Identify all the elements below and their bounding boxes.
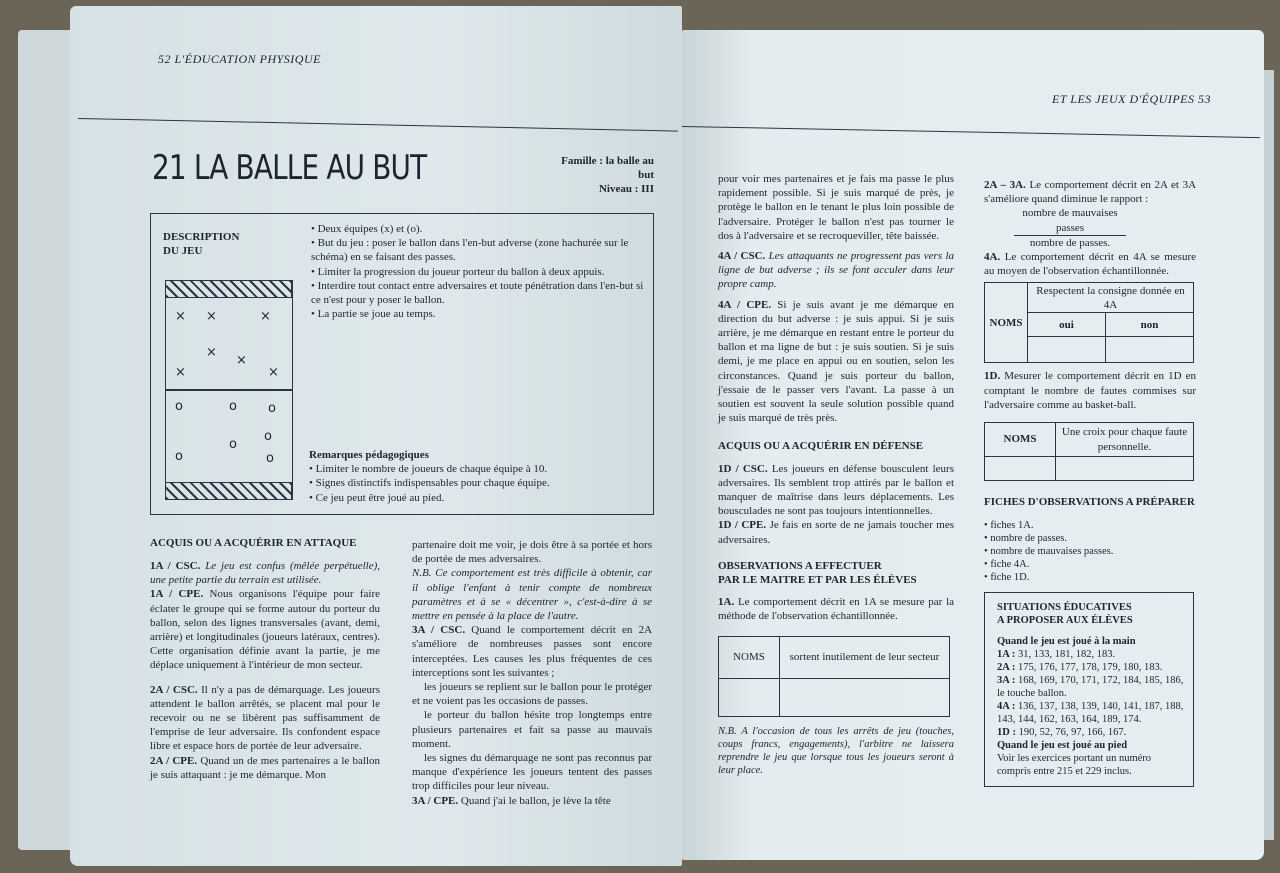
paragraph: partenaire doit me voir, je dois être à sa portée et hors de portée de mes adversaires. — [412, 539, 652, 566]
situation-code: 4A : — [997, 701, 1016, 713]
situation-code: 1A : — [997, 649, 1016, 661]
situation-text: 175, 176, 177, 178, 179, 180, 183. — [1018, 662, 1163, 674]
end-zone-bottom — [165, 482, 292, 500]
code-obs-1a: 1A. — [718, 596, 735, 609]
game-title: 21 LA BALLE AU BUT — [152, 148, 427, 188]
player-o: o — [175, 449, 183, 464]
text-4a-cpe: Si je suis avant je me démarque en direction du but adverse : je suis appui. Si je suis arrière, je me démarque en restant entre le porteur du ballon et ma ligne de but : je suis soutien. Si je suis demi, je me place en appui ou en soutien, selon les circonstances. Quand je suis porteur du ballon, j'essaie de le passer vers l'avant. La passe à un soutien est souvent la seule solution possible quand je suis marqué de très près. — [718, 298, 954, 425]
code-3a-csc: 3A / CSC. — [412, 624, 466, 637]
paragraph-3a-cpe — [412, 794, 652, 808]
paragraph-nb: N.B. Ce comportement est très difficile à obtenir, car il oblige l'enfant à tenir compte de nombreux paramètres et à se « décentrer », c'est-à-dire à se mettre en pensée à la place de l'autre. — [412, 567, 652, 623]
text-1a-cpe: Nous organisons l'équipe pour faire éclater le groupe qui se forme autour du porteur du ballon, selon des lignes transversales (avant, demi, arrière) et longitudinales (joueurs latéraux, centres). Cette organisation définie avant la partie, je me déplace uniquement à l'intérieur de mon secteur. — [150, 588, 381, 672]
code-1d: 1D. — [984, 370, 1001, 383]
table-cell — [1105, 337, 1193, 363]
code-1d-csc: 1D / CSC. — [718, 462, 768, 475]
desc-item: • La partie se joue au temps. — [311, 307, 649, 321]
player-x: × — [236, 353, 247, 368]
situation-code: 1D : — [997, 727, 1016, 739]
code-1d-cpe: 1D / CPE. — [718, 519, 767, 532]
paragraph: les signes du démarquage ne sont pas reconnus par manque d'expérience les joueurs tentent des passes trop difficiles pour leur niveau. — [412, 752, 652, 793]
remarque-item: • Limiter le nombre de joueurs de chaque équipe à 10. — [309, 462, 649, 476]
left-column-2 — [412, 538, 652, 808]
left-column-1 — [150, 559, 380, 782]
description-box — [150, 213, 654, 515]
table-cell — [985, 457, 1056, 481]
observations-heading-2: PAR LE MAITRE ET PAR LES ÉLÈVES — [718, 574, 917, 587]
text-obs-1a: Le comportement décrit en 1A se mesure par la méthode de l'observation échantillonnée. — [718, 596, 955, 623]
text-2a-3a: Le comportement décrit en 2A et 3A s'améliore quand diminue le rapport : — [984, 179, 1197, 206]
situation-text: 31, 133, 181, 182, 183. — [1018, 649, 1116, 661]
table-cell: Une croix pour chaque faute personnelle. — [1056, 423, 1194, 457]
left-page — [70, 6, 682, 866]
code-2a-csc: 2A / CSC. — [150, 683, 198, 696]
field-diagram — [165, 280, 293, 500]
main-label: Quand le jeu est joué à la main — [997, 636, 1136, 648]
table-cell: sortent inutilement de leur secteur — [780, 636, 950, 678]
player-x: × — [175, 365, 186, 380]
desc-item: • Deux équipes (x) et (o). — [311, 222, 649, 236]
paragraph-1a-csc — [150, 559, 380, 587]
player-x: × — [260, 309, 271, 324]
description-label-1: DESCRIPTION — [163, 231, 240, 243]
paragraph-2a-csc — [150, 683, 380, 754]
remarque-item: • Signes distinctifs indispensables pour chaque équipe. — [309, 476, 649, 490]
situation-text: 136, 137, 138, 139, 140, 141, 187, 188, 143, 144, 162, 163, 164, 189, 174. — [997, 701, 1184, 726]
famille-niveau — [552, 154, 654, 197]
player-x: × — [206, 345, 217, 360]
fiche-item: • nombre de passes. — [984, 532, 1196, 545]
situation-row — [997, 700, 1185, 726]
code-1a-cpe: 1A / CPE. — [150, 588, 204, 601]
fiche-item: • fiches 1A. — [984, 519, 1196, 532]
left-page-header: 52 L'ÉDUCATION PHYSIQUE — [158, 52, 321, 66]
player-o: o — [229, 399, 237, 414]
observations-heading-1: OBSERVATIONS A EFFECTUER — [718, 559, 882, 572]
book-edge-left — [18, 30, 78, 850]
code-4a-cpe: 4A / CPE. — [718, 298, 772, 311]
paragraph: le porteur du ballon hésite trop longtemps entre plusieurs partenaires et fait sa passe au mauvais moment. — [412, 709, 652, 750]
pied-label: Quand le jeu est joué au pied — [997, 740, 1128, 752]
paragraph-4a-csc — [718, 249, 954, 292]
paragraph-2a-3a — [984, 178, 1196, 206]
ratio-fraction — [1014, 206, 1126, 250]
right-column-2 — [984, 178, 1196, 787]
desc-item: • Interdire tout contact entre adversaires et toute pénétration dans l'en-but si ce n'est pour y poser le ballon. — [311, 279, 649, 307]
situation-row — [997, 648, 1185, 661]
fiches-heading: FICHES D'OBSERVATIONS A PRÉPARER — [984, 496, 1195, 509]
remarques-list — [309, 462, 649, 505]
remarques — [309, 448, 649, 505]
text-4a-csc: Les attaquants ne progressent pas vers la ligne de but adverse ; ils se font acculer dans leur propre camp. — [718, 250, 955, 291]
paragraph-1d-csc — [718, 462, 954, 519]
situations-title — [997, 601, 1185, 627]
table-cell: oui — [1028, 313, 1106, 337]
description-list — [311, 222, 649, 321]
paragraph-1d-cpe — [718, 518, 954, 546]
nb-note: N.B. A l'occasion de tous les arrêts de jeu (touches, coups francs, engagements), l'arbitre ne laissera reprendre le jeu que lorsque tous les joueurs seront à leur place. — [718, 725, 954, 776]
player-x: × — [175, 309, 186, 324]
paragraph-4a-cpe — [718, 298, 954, 426]
code-3a-cpe: 3A / CPE. — [412, 794, 459, 807]
situation-code: 2A : — [997, 662, 1016, 674]
paragraph-2a-cpe — [150, 754, 380, 782]
text-1d-cpe: Je fais en sorte de ne jamais toucher mes adversaires. — [718, 519, 955, 546]
player-o: o — [264, 429, 272, 444]
table-cell: NOMS — [985, 423, 1056, 457]
code-2a-3a: 2A – 3A. — [984, 179, 1026, 191]
player-o: o — [229, 437, 237, 452]
paragraph-3a-csc — [412, 623, 652, 680]
description-label-2: DU JEU — [163, 245, 203, 258]
situation-row — [997, 661, 1185, 674]
observation-table-1a — [718, 636, 950, 717]
text-2a-csc: Il n'y a pas de démarquage. Les joueurs attendent le ballon arrêtés, se placent mal pour le recevoir ou ne se libèrent pas suffisamment de l'emprise de leur adversaire. Ils confondent espace libre et espace hors de portée de leur adversaire. — [150, 683, 380, 753]
situation-code: 3A : — [997, 675, 1016, 687]
text-1a-csc: Le jeu est confus (mêlée perpétuelle), une petite partie du terrain est utilisée. — [150, 560, 380, 587]
right-page — [682, 30, 1264, 860]
text-4a: Le comportement décrit en 4A se mesure au moyen de l'observation échantillonnée. — [984, 251, 1196, 278]
remarque-item: • Ce jeu peut être joué au pied. — [309, 491, 649, 505]
situation-row — [997, 726, 1185, 739]
observations-heading — [718, 559, 954, 587]
remarques-title: Remarques pédagogiques — [309, 449, 429, 461]
paragraph: les joueurs se replient sur le ballon pour le protéger et ne voient pas les occasions de passes. — [412, 681, 652, 708]
player-o: o — [268, 401, 276, 416]
code-1a-csc: 1A / CSC. — [150, 560, 201, 572]
table-cell: non — [1105, 313, 1193, 337]
table-cell: Respectent la consigne donnée en 4A — [1028, 283, 1194, 313]
player-o: o — [266, 451, 274, 466]
table-cell — [780, 678, 950, 716]
attaque-heading: ACQUIS OU A ACQUÉRIR EN ATTAQUE — [150, 537, 357, 549]
fraction-denominator: nombre de passes. — [1029, 236, 1111, 249]
right-page-header: ET LES JEUX D'ÉQUIPES 53 — [1052, 92, 1211, 106]
fiches-list — [984, 519, 1196, 584]
paragraph: pour voir mes partenaires et je fais ma passe le plus rapidement possible. Si je suis marqué de près, je protège le ballon en le tenant le plus loin possible de l'adversaire. Protéger le ballon n'est pas tourner le dos à l'adversaire et se recroqueviller, tête baissée. — [718, 173, 954, 242]
end-zone-top — [165, 280, 292, 298]
player-x: × — [206, 309, 217, 324]
table-cell — [719, 678, 780, 716]
situations-title-2: A PROPOSER AUX ÉLÈVES — [997, 615, 1133, 627]
observation-table-4a — [984, 282, 1194, 363]
text-3a-cpe: Quand j'ai le ballon, je lève la tête — [460, 794, 611, 807]
text-3a-csc: Quand le comportement décrit en 2A s'améliore de nombreuses passes sont encore interceptées. Les causes les plus fréquentes de ces interceptions sont les suivantes ; — [412, 624, 653, 679]
niveau: Niveau : III — [598, 183, 654, 196]
table-cell: NOMS — [719, 636, 780, 678]
text-1d: Mesurer le comportement décrit en 1D en comptant le nombre de fautes commises sur l'adversaire comme au basket-ball. — [984, 370, 1197, 411]
situation-text: 190, 52, 76, 97, 166, 167. — [1018, 727, 1127, 739]
desc-item: • But du jeu : poser le ballon dans l'en-but adverse (zone hachurée sur le schéma) en se faisant des passes. — [311, 236, 649, 264]
player-x: × — [268, 365, 279, 380]
table-cell: NOMS — [985, 283, 1028, 363]
text-1d-csc: Les joueurs en défense bousculent leurs adversaires. Ils semblent trop attirés par le ballon et manquer de maîtrise dans leurs déplacements. Les bousculades ne sont pas toujours intentionnelles. — [718, 462, 954, 518]
code-2a-cpe: 2A / CPE. — [150, 754, 198, 767]
header-rule — [78, 118, 678, 132]
paragraph-obs-1a — [718, 595, 954, 623]
pied-text: Voir les exercices portant un numéro compris entre 215 et 229 inclus. — [997, 753, 1152, 778]
header-rule — [682, 126, 1260, 138]
fraction-numerator: nombre de mauvaises passes — [1014, 206, 1126, 235]
famille: Famille : la balle au but — [561, 155, 654, 182]
defense-heading: ACQUIS OU A ACQUÉRIR EN DÉFENSE — [718, 440, 924, 453]
situation-row — [997, 674, 1185, 700]
description-label — [163, 230, 239, 258]
right-column-1 — [718, 172, 954, 777]
paragraph-1a-cpe — [150, 587, 380, 672]
situations-title-1: SITUATIONS ÉDUCATIVES — [997, 602, 1132, 614]
player-o: o — [175, 399, 183, 414]
situation-text: 168, 169, 170, 171, 172, 184, 185, 186, le touche ballon. — [997, 675, 1184, 700]
situations-box — [984, 592, 1194, 787]
paragraph-1d — [984, 369, 1196, 412]
center-line — [166, 389, 292, 391]
desc-item: • Limiter la progression du joueur porteur du ballon à deux appuis. — [311, 265, 649, 279]
table-cell — [1028, 337, 1106, 363]
fiche-item: • fiche 1D. — [984, 571, 1196, 584]
observation-table-1d — [984, 422, 1194, 481]
fiche-item: • fiche 4A. — [984, 558, 1196, 571]
code-4a-csc: 4A / CSC. — [718, 250, 766, 263]
fiche-item: • nombre de mauvaises passes. — [984, 545, 1196, 558]
text-2a-cpe: Quand un de mes partenaires a le ballon je suis attaquant : je me démarque. Mon — [150, 754, 380, 781]
code-4a: 4A. — [984, 251, 1001, 264]
paragraph-4a — [984, 250, 1196, 278]
table-cell — [1056, 457, 1194, 481]
